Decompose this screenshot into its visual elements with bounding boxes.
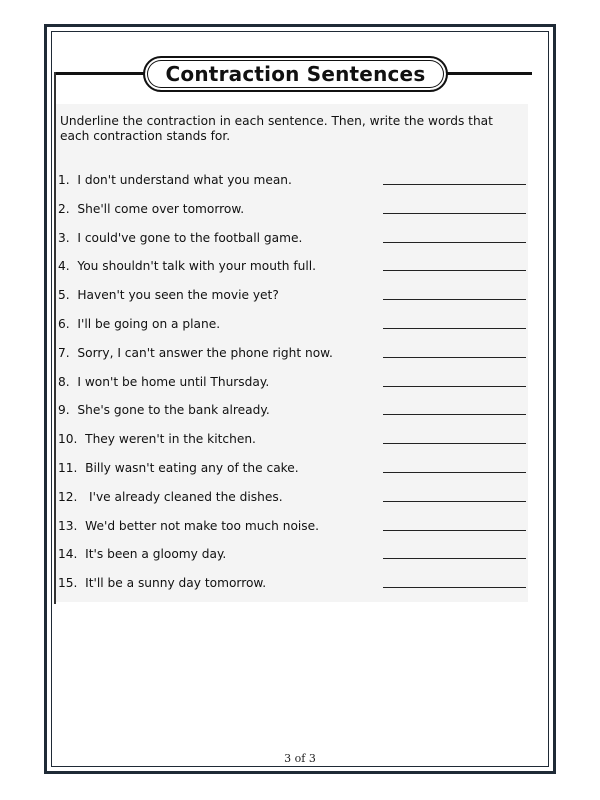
sentence-text: 14. It's been a gloomy day. <box>58 547 227 562</box>
answer-line[interactable] <box>383 328 526 329</box>
answer-line[interactable] <box>383 299 526 300</box>
sentence-text: 10. They weren't in the kitchen. <box>58 432 256 447</box>
sentence-item <box>58 400 528 429</box>
sentence-text: 9. She's gone to the bank already. <box>58 403 270 418</box>
sentence-item <box>58 314 528 343</box>
sentence-list <box>58 170 528 602</box>
sentence-text: 7. Sorry, I can't answer the phone right now. <box>58 345 333 360</box>
sentence-item <box>58 199 528 228</box>
sentence-text: 2. She'll come over tomorrow. <box>58 201 245 216</box>
sentence-item <box>58 170 528 199</box>
title-banner <box>143 56 448 92</box>
worksheet-content <box>56 104 528 602</box>
sentence-item <box>58 256 528 285</box>
sentence-item <box>58 487 528 516</box>
page-title: Contraction Sentences <box>165 62 426 86</box>
answer-line[interactable] <box>383 443 526 444</box>
sentence-item <box>58 343 528 372</box>
sentence-text: 5. Haven't you seen the movie yet? <box>58 288 279 303</box>
sentence-text: 4. You shouldn't talk with your mouth full. <box>58 259 317 274</box>
answer-line[interactable] <box>383 242 526 243</box>
sentence-text: 1. I don't understand what you mean. <box>58 173 292 187</box>
sentence-text: 11. Billy wasn't eating any of the cake. <box>58 460 299 475</box>
answer-line[interactable] <box>383 587 526 588</box>
answer-line[interactable] <box>383 414 526 415</box>
sentence-text: 8. I won't be home until Thursday. <box>58 374 270 389</box>
sentence-item <box>58 429 528 458</box>
answer-line[interactable] <box>383 558 526 559</box>
page-number: 3 of 3 <box>284 752 316 765</box>
sentence-text: 15. It'll be a sunny day tomorrow. <box>58 576 267 591</box>
sentence-item <box>58 285 528 314</box>
answer-line[interactable] <box>383 270 526 271</box>
sentence-text: 13. We'd better not make too much noise. <box>58 518 320 533</box>
sentence-item <box>58 458 528 487</box>
sentence-text: 12. I've already cleaned the dishes. <box>58 489 283 504</box>
sentence-item <box>58 516 528 545</box>
instructions: Underline the contraction in each sentence. Then, write the words that each contraction stands for. <box>60 114 493 143</box>
answer-line[interactable] <box>383 386 526 387</box>
answer-line[interactable] <box>383 530 526 531</box>
sentence-item <box>58 544 528 573</box>
sentence-text: 3. I could've gone to the football game. <box>58 230 303 245</box>
answer-line[interactable] <box>383 213 526 214</box>
sentence-item <box>58 372 528 401</box>
answer-line[interactable] <box>383 184 526 185</box>
answer-line[interactable] <box>383 501 526 502</box>
sentence-text: 6. I'll be going on a plane. <box>58 316 221 331</box>
sentence-item <box>58 573 528 602</box>
sentence-item <box>58 228 528 257</box>
answer-line[interactable] <box>383 472 526 473</box>
answer-line[interactable] <box>383 357 526 358</box>
